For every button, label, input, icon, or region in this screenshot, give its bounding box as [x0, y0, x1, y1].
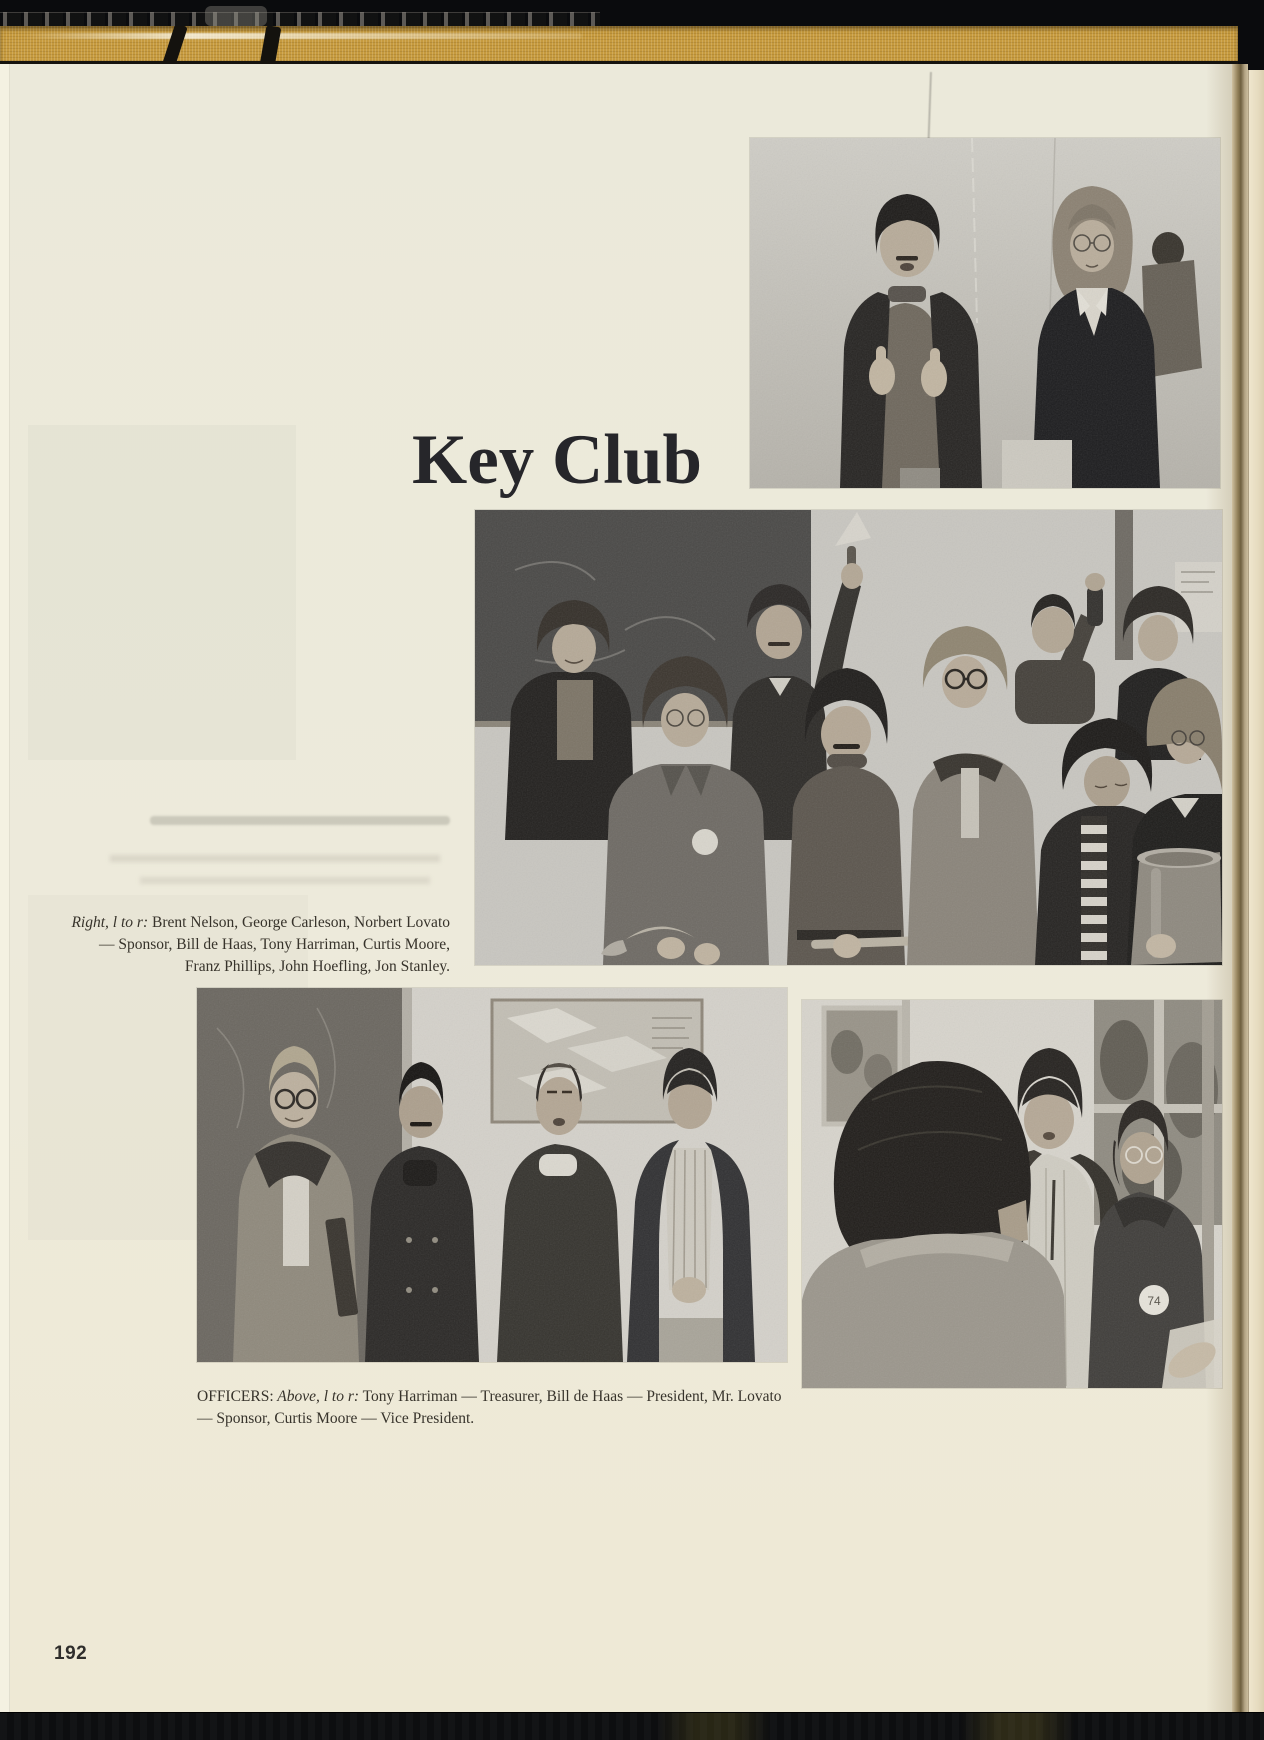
photo-officers-illustration [197, 988, 787, 1362]
pen-mark [258, 26, 282, 64]
facing-page-edge [1248, 70, 1264, 1712]
photo-members-talking [802, 1000, 1222, 1388]
photo-middle-group [475, 510, 1222, 965]
page-title: Key Club [412, 421, 702, 499]
binding-cloth-band [0, 26, 1238, 64]
caption-text: Tony Harriman — Treasurer, Bill de Haas — President, Mr. Lovato [359, 1388, 782, 1405]
caption-group-photo [58, 912, 450, 978]
caption-line: — Sponsor, Curtis Moore — Vice President. [197, 1410, 475, 1427]
caption-text: Brent Nelson, George Carleson, Norbert Lovato [148, 914, 450, 931]
scan-bottom-edge [0, 1712, 1264, 1740]
caption-line: Franz Phillips, John Hoefling, Jon Stanley. [184, 958, 450, 975]
photo-middle-illustration [475, 510, 1222, 965]
photo-top-right-illustration [750, 138, 1220, 488]
caption-line [197, 1386, 797, 1408]
caption-line: — Sponsor, Bill de Haas, Tony Harriman, Curtis Moore, [98, 936, 450, 953]
page-number: 192 [54, 1643, 88, 1664]
badge-74: 74 [1147, 1294, 1161, 1308]
photo-officers [197, 988, 787, 1362]
officers-label: OFFICERS: [197, 1388, 274, 1405]
caption-line [58, 912, 450, 934]
cloth-sheen [22, 33, 582, 39]
page-gutter-shadow [1232, 64, 1248, 1712]
photo-top-right [750, 138, 1220, 488]
caption-lead: Above, l to r: [273, 1388, 360, 1405]
pen-mark [161, 26, 188, 64]
page-left-edge [0, 64, 10, 1712]
binding-clip [205, 6, 267, 26]
caption-officers [197, 1386, 797, 1430]
photo-members-talking-illustration [802, 1000, 1222, 1388]
caption-lead: Right, l to r: [71, 914, 149, 931]
